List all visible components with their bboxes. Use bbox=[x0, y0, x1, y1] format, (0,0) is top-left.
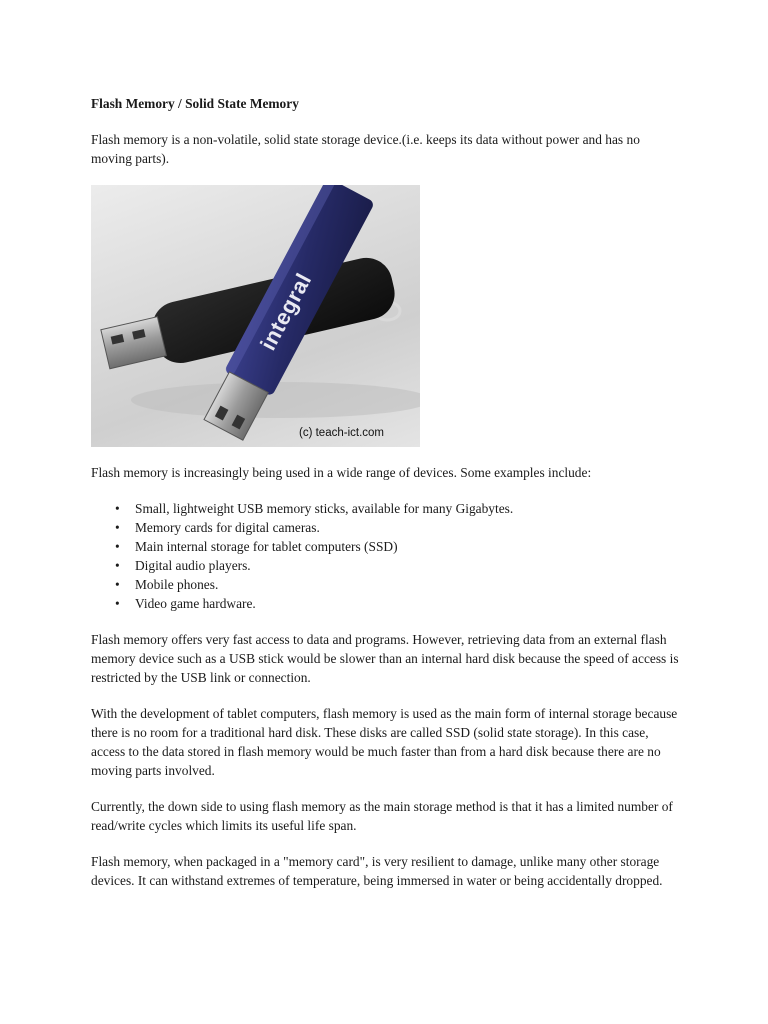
list-item: • Video game hardware. bbox=[135, 594, 681, 613]
stick-brand-text: integral bbox=[255, 268, 317, 355]
tablet-storage-paragraph: With the development of tablet computers, flash memory is used as the main form of internal storage because there is no room for a traditional hard disk. These disks are called SSD (solid state storage). In this case, access to the data stored in flash memory would be much faster than from a hard disk because there are no moving parts involved. bbox=[91, 706, 678, 778]
list-item: • Mobile phones. bbox=[135, 575, 681, 594]
document-title: Flash Memory / Solid State Memory bbox=[91, 96, 299, 111]
usb-sticks-photo bbox=[91, 185, 420, 447]
photo-caption: (c) teach-ict.com bbox=[299, 427, 384, 439]
usb-sticks-illustration bbox=[91, 185, 420, 447]
examples-intro: Flash memory is increasingly being used in a wide range of devices. Some examples include: bbox=[91, 465, 592, 480]
list-item: • Digital audio players. bbox=[135, 556, 681, 575]
list-item: • Main internal storage for tablet computers (SSD) bbox=[135, 537, 681, 556]
intro-paragraph: Flash memory is a non-volatile, solid state storage device.(i.e. keeps its data without power and has no moving parts). bbox=[91, 132, 640, 166]
access-speed-paragraph: Flash memory offers very fast access to data and programs. However, retrieving data from an external flash memory device such as a USB stick would be slower than an internal hard disk because the speed of access is restricted by the USB link or connection. bbox=[91, 632, 679, 685]
resilience-paragraph: Flash memory, when packaged in a "memory card", is very resilient to damage, unlike many other storage devices. It can withstand extremes of temperature, being immersed in water or being accidentally dropped. bbox=[91, 854, 663, 888]
document-page bbox=[91, 94, 681, 907]
examples-list bbox=[91, 499, 681, 613]
downside-paragraph: Currently, the down side to using flash memory as the main storage method is that it has a limited number of read/write cycles which limits its useful life span. bbox=[91, 799, 673, 833]
list-item: • Small, lightweight USB memory sticks, available for many Gigabytes. bbox=[135, 499, 681, 518]
list-item: • Memory cards for digital cameras. bbox=[135, 518, 681, 537]
